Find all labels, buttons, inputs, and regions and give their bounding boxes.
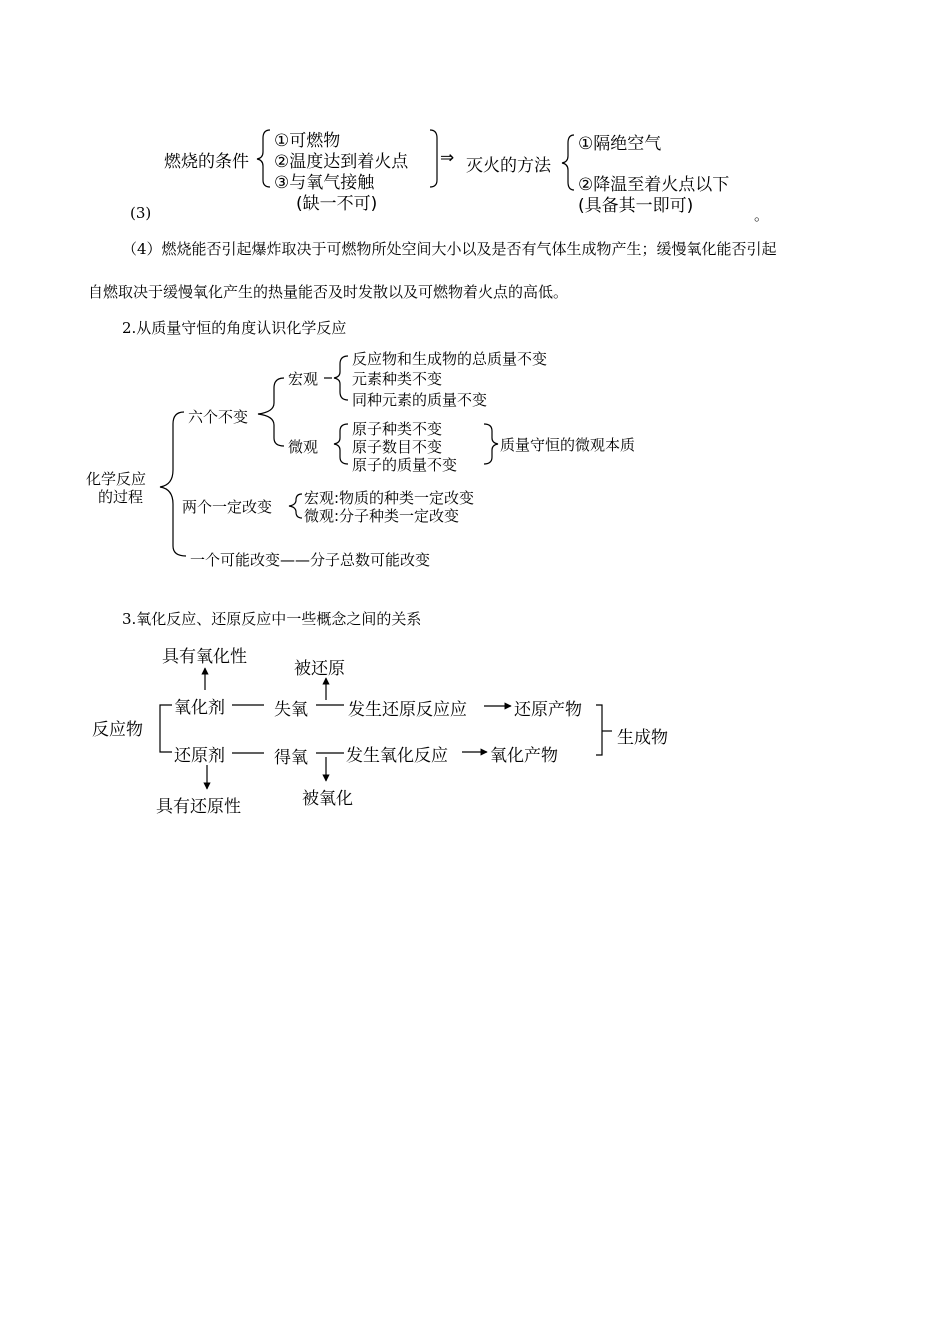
condition-1: ①可燃物	[274, 131, 341, 151]
six-unchanged-label: 六个不变	[188, 408, 249, 426]
methods-note: (具备其一即可)	[578, 196, 694, 216]
product-label: 生成物	[617, 728, 668, 748]
micro-essence-label: 质量守恒的微观本质	[500, 436, 636, 454]
reduction-product-label: 还原产物	[514, 700, 582, 720]
two-item-1: 宏观:物质的种类一定改变	[304, 489, 475, 507]
oxidation-product-label: 氧化产物	[490, 746, 558, 766]
micro-label: 微观	[288, 438, 319, 456]
section-2-title: 2.从质量守恒的角度认识化学反应	[122, 319, 347, 337]
section-3-title: 3.氧化反应、还原反应中一些概念之间的关系	[122, 610, 422, 628]
gain-oxygen-label: 得氧	[274, 748, 308, 768]
oxidized-label: 被氧化	[302, 789, 353, 809]
reactant-bracket	[160, 705, 172, 752]
trailing-period: 。	[754, 206, 770, 224]
extinguish-methods-label: 灭火的方法	[466, 156, 551, 176]
brace-conditions	[257, 130, 270, 187]
brace-two	[289, 494, 302, 518]
macro-item-3: 同种元素的质量不变	[352, 391, 488, 409]
conditions-note: (缺一不可)	[296, 194, 378, 214]
condition-3: ③与氧气接触	[274, 173, 375, 193]
reduced-label: 被还原	[294, 659, 345, 679]
oxidizer-label: 氧化剂	[174, 698, 225, 718]
brace-methods	[562, 135, 574, 190]
condition-2: ②温度达到着火点	[274, 152, 409, 172]
brace-conditions-right	[430, 130, 437, 187]
reducer-label: 还原剂	[174, 746, 225, 766]
reducer-property: 具有还原性	[156, 797, 241, 817]
product-bracket	[596, 705, 602, 755]
root-label-line-2: 的过程	[98, 488, 144, 506]
reactant-label: 反应物	[92, 720, 143, 740]
brace-micro-right	[484, 424, 498, 464]
oxidation-reaction-label: 发生氧化反应	[346, 746, 448, 766]
macro-item-1: 反应物和生成物的总质量不变	[352, 350, 548, 368]
oxidizer-property: 具有氧化性	[162, 647, 247, 667]
brace-macro	[334, 356, 348, 400]
paragraph-line-2: 自燃取决于缓慢氧化产生的热量能否及时发散以及可燃物着火点的高低。	[88, 283, 569, 301]
reduction-reaction-label: 发生还原反应应	[348, 700, 467, 720]
method-2: ②降温至着火点以下	[578, 175, 730, 195]
item-index: (3)	[130, 204, 152, 222]
paragraph-line-1: （4）燃烧能否引起爆炸取决于可燃物所处空间大小以及是否有气体生成物产生；缓慢氧化能否引起	[122, 240, 777, 258]
brace-micro	[334, 424, 348, 464]
micro-item-3: 原子的质量不变	[352, 456, 458, 474]
combustion-conditions-label: 燃烧的条件	[164, 152, 249, 172]
implies-arrow-icon: ⇒	[440, 148, 455, 168]
method-1: ①隔绝空气	[578, 134, 662, 154]
micro-item-1: 原子种类不变	[352, 420, 443, 438]
lose-oxygen-label: 失氧	[274, 700, 308, 720]
brace-six	[258, 378, 284, 446]
two-item-2: 微观:分子种类一定改变	[304, 507, 460, 525]
two-changed-label: 两个一定改变	[182, 498, 273, 516]
root-label-line-1: 化学反应	[86, 470, 147, 488]
macro-item-2: 元素种类不变	[352, 370, 443, 388]
macro-label: 宏观	[288, 370, 319, 388]
one-may-change-label: 一个可能改变——分子总数可能改变	[190, 551, 431, 569]
micro-item-2: 原子数目不变	[352, 438, 443, 456]
brace-root	[160, 412, 186, 556]
